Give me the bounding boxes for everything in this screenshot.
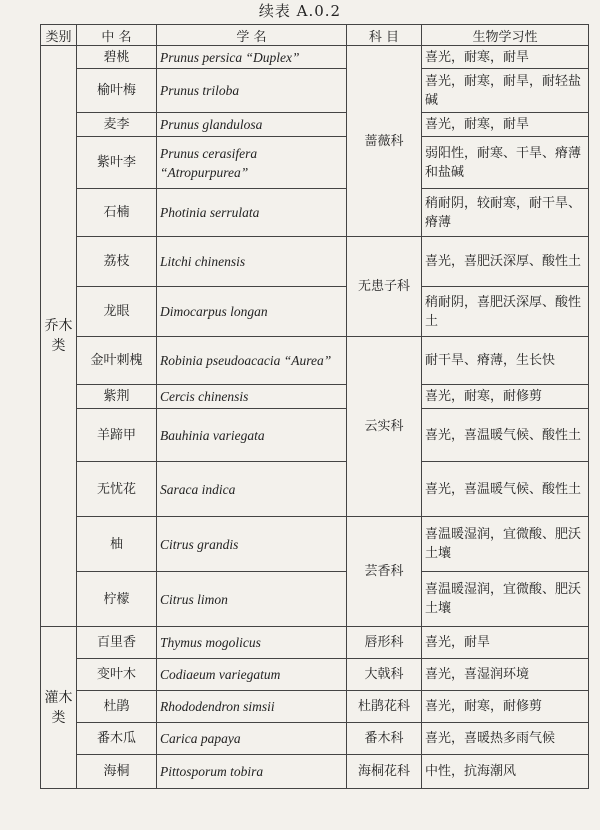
sci-cell: Bauhinia variegata (157, 409, 347, 462)
table-row (41, 572, 589, 627)
sci-cell: Pittosporum tobira (157, 755, 347, 789)
sci-cell: Rhododendron simsii (157, 691, 347, 723)
sci-cell: Litchi chinensis (157, 237, 347, 287)
cn-cell: 紫荆 (77, 385, 157, 409)
cn-cell: 龙眼 (77, 287, 157, 337)
header-sci: 学 名 (157, 25, 347, 46)
table-row (41, 137, 589, 189)
cn-cell: 石楠 (77, 189, 157, 237)
table-row (41, 69, 589, 113)
table-row (41, 385, 589, 409)
cn-cell: 麦李 (77, 113, 157, 137)
sci-cell: Prunus glandulosa (157, 113, 347, 137)
cn-cell: 荔枝 (77, 237, 157, 287)
family-cell: 番木科 (347, 723, 422, 755)
bio-cell: 喜光，喜湿润环境 (422, 659, 589, 691)
bio-cell: 喜光，耐寒，耐修剪 (422, 385, 589, 409)
family-cell: 唇形科 (347, 627, 422, 659)
table-row (41, 237, 589, 287)
family-cell: 云实科 (347, 337, 422, 517)
table-row (41, 113, 589, 137)
cn-cell: 碧桃 (77, 46, 157, 69)
bio-cell: 喜光，喜温暖气候、酸性土 (422, 409, 589, 462)
sci-cell: Cercis chinensis (157, 385, 347, 409)
family-cell: 芸香科 (347, 517, 422, 627)
cn-cell: 百里香 (77, 627, 157, 659)
sci-cell: Prunus triloba (157, 69, 347, 113)
sci-cell: Thymus mogolicus (157, 627, 347, 659)
bio-cell: 喜光，耐寒，耐旱，耐轻盐碱 (422, 69, 589, 113)
sci-cell: Citrus limon (157, 572, 347, 627)
sci-cell: Dimocarpus longan (157, 287, 347, 337)
family-cell: 蔷薇科 (347, 46, 422, 237)
cn-cell: 杜鹃 (77, 691, 157, 723)
family-cell: 无患子科 (347, 237, 422, 337)
cn-cell: 海桐 (77, 755, 157, 789)
bio-cell: 喜光，喜温暖气候、酸性土 (422, 462, 589, 517)
bio-cell: 喜光，耐旱 (422, 627, 589, 659)
table-caption: 续表 A.0.2 (258, 2, 342, 20)
bio-cell: 喜光，耐寒，耐旱 (422, 113, 589, 137)
table-row (41, 517, 589, 572)
header-row (41, 25, 589, 46)
header-category: 类别 (41, 25, 77, 46)
category-cell: 乔木类 (41, 46, 77, 627)
category-cell: 灌木类 (41, 627, 77, 789)
bio-cell: 弱阳性，耐寒、干旱、瘠薄和盐碱 (422, 137, 589, 189)
family-cell: 杜鹃花科 (347, 691, 422, 723)
sci-cell: Saraca indica (157, 462, 347, 517)
cn-cell: 柠檬 (77, 572, 157, 627)
header-cn: 中 名 (77, 25, 157, 46)
bio-cell: 喜光，耐寒，耐旱 (422, 46, 589, 69)
header-family: 科 目 (347, 25, 422, 46)
cn-cell: 榆叶梅 (77, 69, 157, 113)
bio-cell: 喜温暖湿润，宜微酸、肥沃土壤 (422, 517, 589, 572)
table-row (41, 462, 589, 517)
bio-cell: 中性，抗海潮风 (422, 755, 589, 789)
cn-cell: 变叶木 (77, 659, 157, 691)
bio-cell: 耐干旱、瘠薄，生长快 (422, 337, 589, 385)
table-row (41, 409, 589, 462)
bio-cell: 稍耐阴，较耐寒，耐干旱、瘠薄 (422, 189, 589, 237)
plant-table (40, 24, 589, 789)
table-row (41, 723, 589, 755)
sci-cell: Robinia pseudoacacia “Aurea” (157, 337, 347, 385)
table-row (41, 755, 589, 789)
bio-cell: 喜光，喜肥沃深厚、酸性土 (422, 237, 589, 287)
sci-cell: Citrus grandis (157, 517, 347, 572)
bio-cell: 喜光，耐寒，耐修剪 (422, 691, 589, 723)
table-row (41, 287, 589, 337)
table-row (41, 46, 589, 69)
cn-cell: 金叶刺槐 (77, 337, 157, 385)
sci-cell: Prunus persica “Duplex” (157, 46, 347, 69)
sci-cell: Codiaeum variegatum (157, 659, 347, 691)
bio-cell: 稍耐阴，喜肥沃深厚、酸性土 (422, 287, 589, 337)
header-bio: 生物学习性 (422, 25, 589, 46)
table-row (41, 337, 589, 385)
cn-cell: 柚 (77, 517, 157, 572)
sci-cell: Carica papaya (157, 723, 347, 755)
table-row (41, 189, 589, 237)
sci-cell: Prunus cerasifera “Atropurpurea” (157, 137, 347, 189)
table-row (41, 659, 589, 691)
bio-cell: 喜温暖湿润，宜微酸、肥沃土壤 (422, 572, 589, 627)
bio-cell: 喜光，喜暖热多雨气候 (422, 723, 589, 755)
cn-cell: 番木瓜 (77, 723, 157, 755)
sci-cell: Photinia serrulata (157, 189, 347, 237)
family-cell: 大戟科 (347, 659, 422, 691)
cn-cell: 羊蹄甲 (77, 409, 157, 462)
cn-cell: 无忧花 (77, 462, 157, 517)
cn-cell: 紫叶李 (77, 137, 157, 189)
table-row (41, 627, 589, 659)
family-cell: 海桐花科 (347, 755, 422, 789)
table-row (41, 691, 589, 723)
